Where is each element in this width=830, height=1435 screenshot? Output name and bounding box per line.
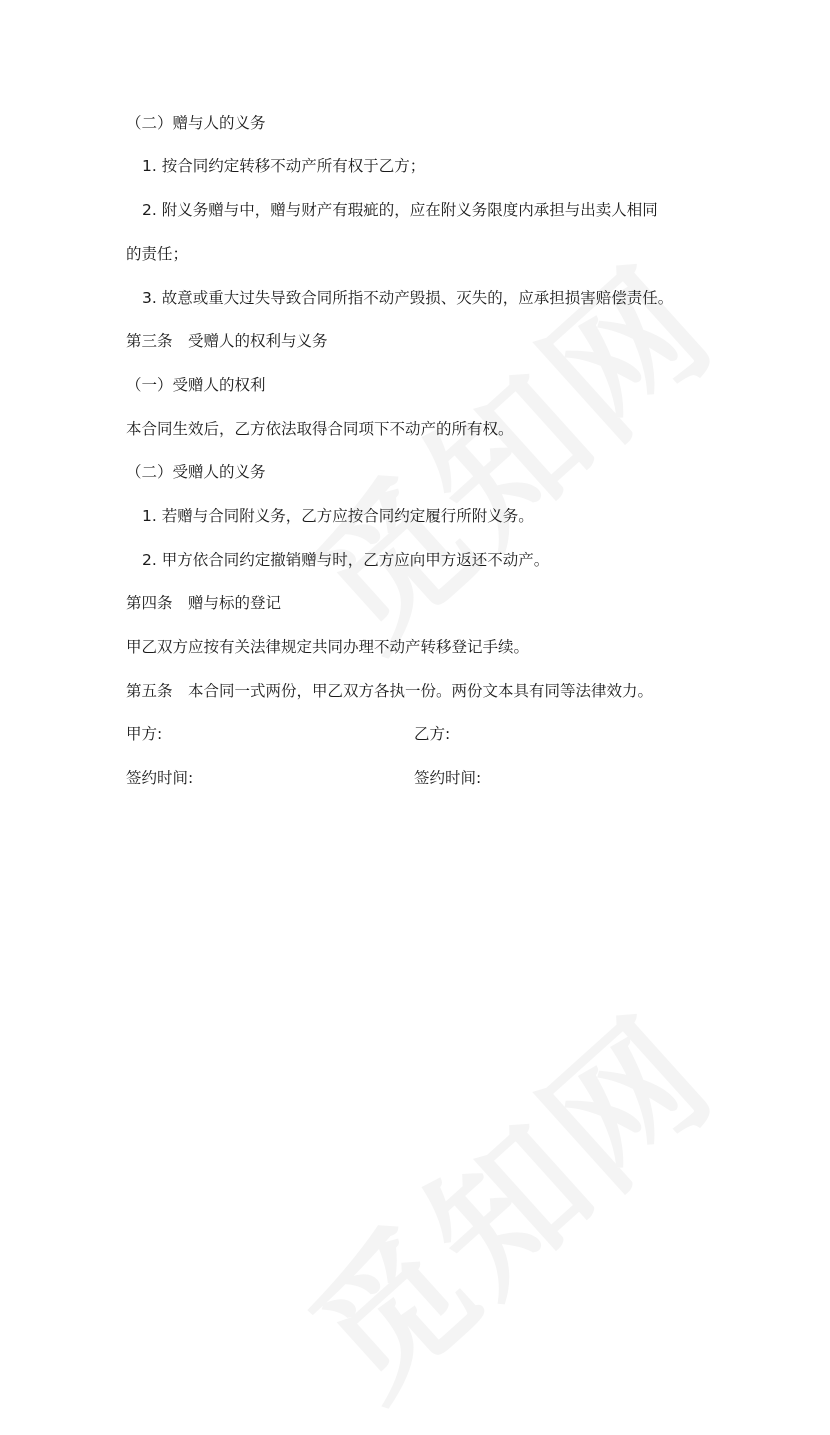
clause-item: 2. 甲方依合同约定撤销赠与时，乙方应向甲方返还不动产。: [142, 551, 550, 569]
paragraph: 甲乙双方应按有关法律规定共同办理不动产转移登记手续。: [126, 638, 530, 656]
watermark-top: [258, 211, 750, 685]
section-heading-donor-obligations: （二）赠与人的义务: [126, 114, 266, 132]
section-heading-donee-rights: （一）受赠人的权利: [126, 376, 266, 394]
paragraph: 本合同生效后，乙方依法取得合同项下不动产的所有权。: [126, 420, 514, 438]
article-heading: 第三条 受赠人的权利与义务: [126, 332, 328, 350]
clause-item-continuation: 的责任；: [126, 245, 189, 263]
party-b-date-label: 签约时间:: [414, 769, 482, 787]
section-heading-donee-obligations: （二）受赠人的义务: [126, 463, 266, 481]
article-heading: 第四条 赠与标的登记: [126, 594, 282, 612]
clause-item: 1. 按合同约定转移不动产所有权于乙方；: [142, 157, 426, 175]
article-paragraph: 第五条 本合同一式两份，甲乙双方各执一份。两份文本具有同等法律效力。: [126, 682, 654, 700]
party-a-signature-label: 甲方:: [126, 725, 163, 743]
clause-item: 3. 故意或重大过失导致合同所指不动产毁损、灭失的，应承担损害赔偿责任。: [142, 289, 674, 307]
clause-item: 1. 若赠与合同附义务，乙方应按合同约定履行所附义务。: [142, 507, 534, 525]
party-a-date-label: 签约时间:: [126, 769, 194, 787]
party-b-signature-label: 乙方:: [414, 725, 451, 743]
watermark-bottom: [258, 961, 750, 1435]
clause-item: 2. 附义务赠与中，赠与财产有瑕疵的，应在附义务限度内承担与出卖人相同: [142, 201, 658, 219]
